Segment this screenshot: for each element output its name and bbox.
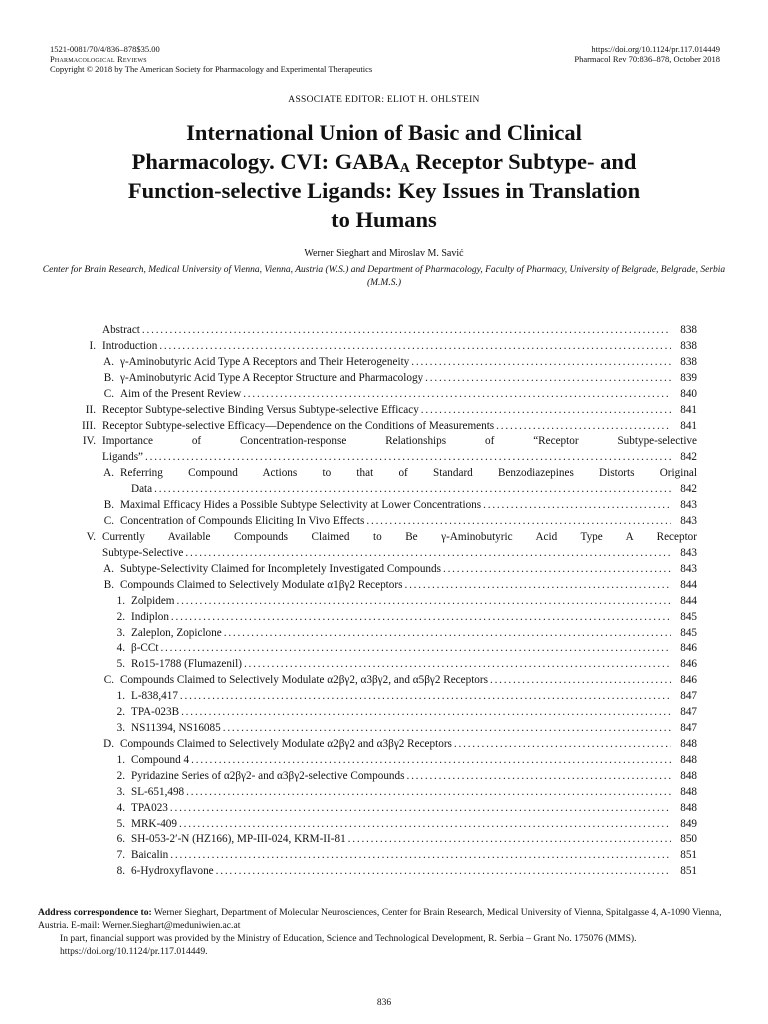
toc-leader-dots: [423, 371, 671, 387]
toc-entry-title: Data: [131, 483, 153, 496]
toc-leader-dots: [157, 339, 671, 355]
toc-leader-dots: [241, 387, 671, 403]
toc-entry-title: Referring Compound Actions to that of Standard Benzodiazepines Distorts Original: [120, 467, 697, 480]
toc-leader-dots: [143, 450, 671, 466]
toc-entry-page: 841: [680, 403, 697, 416]
toc-entry-page: 850: [680, 833, 697, 846]
toc-leader-dots: [152, 482, 671, 498]
journal-name: Pharmacological Reviews: [50, 54, 147, 64]
toc-entry[interactable]: [70, 562, 697, 578]
toc-entry[interactable]: [70, 482, 697, 498]
toc-entry-title: Receptor Subtype-selective Binding Versus Subtype-selective Efficacy: [102, 403, 419, 416]
toc-entry-number: 5.: [116, 817, 125, 830]
toc-entry-title: Compounds Claimed to Selectively Modulate α2βγ2 and α3βγ2 Receptors: [120, 737, 452, 750]
toc-entry-number: 5.: [116, 658, 125, 671]
toc-entry-number: 4.: [116, 642, 125, 655]
toc-entry-title: β-CCt: [131, 642, 159, 655]
toc-leader-dots: [169, 610, 671, 626]
toc-entry-title: Zolpidem: [131, 594, 175, 607]
toc-entry-number: 1.: [116, 594, 125, 607]
toc-entry-page: 848: [680, 801, 697, 814]
toc-entry[interactable]: [70, 769, 697, 785]
toc-entry-number: 2.: [116, 706, 125, 719]
toc-entry-page: 847: [680, 706, 697, 719]
toc-entry-number: 3.: [116, 785, 125, 798]
toc-entry-number: B.: [103, 499, 114, 512]
toc-leader-dots: [178, 689, 671, 705]
toc-entry[interactable]: [70, 530, 697, 546]
toc-leader-dots: [404, 769, 671, 785]
associate-editor: ASSOCIATE EDITOR: ELIOT H. OHLSTEIN: [288, 95, 480, 105]
toc-entry-title: γ-Aminobutyric Acid Type A Receptors and Their Heterogeneity: [120, 355, 410, 368]
toc-entry-title: Introduction: [102, 339, 158, 352]
toc-entry-page: 846: [680, 658, 697, 671]
toc-entry-number: 1.: [116, 690, 125, 703]
footnote: [38, 906, 730, 958]
toc-entry-title: Maximal Efficacy Hides a Possible Subtype Selectivity at Lower Concentrations: [120, 499, 482, 512]
toc-leader-dots: [175, 594, 672, 610]
toc-entry[interactable]: [70, 371, 697, 387]
table-of-contents: [70, 323, 697, 880]
toc-entry[interactable]: [70, 323, 697, 339]
toc-entry-page: 848: [680, 769, 697, 782]
toc-entry-page: 841: [680, 419, 697, 432]
toc-entry[interactable]: [70, 498, 697, 514]
toc-entry-title: Abstract: [102, 323, 140, 336]
toc-entry-number: I.: [89, 339, 96, 352]
toc-entry-page: 845: [680, 610, 697, 623]
toc-leader-dots: [168, 848, 671, 864]
title-subscript: A: [399, 161, 410, 176]
toc-entry-page: 846: [680, 642, 697, 655]
toc-entry-number: A.: [103, 467, 114, 480]
toc-entry[interactable]: [70, 753, 697, 769]
toc-entry-number: 1.: [116, 753, 125, 766]
toc-entry-title: L-838,417: [131, 690, 178, 703]
toc-entry[interactable]: [70, 610, 697, 626]
toc-entry-title: 6-Hydroxyflavone: [131, 865, 214, 878]
toc-entry-number: C.: [103, 674, 114, 687]
toc-entry-title: Compounds Claimed to Selectively Modulate α2βγ2, α3βγ2, and α5βγ2 Receptors: [120, 674, 488, 687]
toc-entry[interactable]: [70, 848, 697, 864]
article-title: [40, 118, 728, 234]
toc-entry-number: 4.: [116, 801, 125, 814]
toc-entry[interactable]: [70, 673, 697, 689]
toc-entry-page: 842: [680, 451, 697, 464]
toc-entry-page: 844: [680, 578, 697, 591]
page-number: 836: [376, 998, 392, 1008]
toc-leader-dots: [452, 737, 671, 753]
toc-entry-page: 842: [680, 483, 697, 496]
toc-entry-page: 846: [680, 674, 697, 687]
toc-entry[interactable]: [70, 833, 697, 849]
title-line-2-pre: Pharmacology. CVI: GABA: [131, 149, 400, 174]
toc-entry[interactable]: [70, 801, 697, 817]
toc-entry[interactable]: [70, 578, 697, 594]
journal-header-left: [50, 44, 372, 74]
toc-entry-title: Compounds Claimed to Selectively Modulate α1βγ2 Receptors: [120, 578, 403, 591]
toc-entry-title: γ-Aminobutyric Acid Type A Receptor Structure and Pharmacology: [120, 371, 424, 384]
toc-entry[interactable]: [70, 355, 697, 371]
toc-entry[interactable]: [70, 434, 697, 450]
toc-entry-title: Aim of the Present Review: [120, 387, 242, 400]
toc-entry-title: Compound 4: [131, 753, 190, 766]
toc-entry-number: B.: [103, 371, 114, 384]
toc-leader-dots: [158, 641, 671, 657]
toc-leader-dots: [189, 753, 671, 769]
toc-entry-title: SL-651,498: [131, 785, 185, 798]
toc-entry-number: 2.: [116, 610, 125, 623]
toc-entry-number: 7.: [116, 849, 125, 862]
toc-entry-page: 843: [680, 515, 697, 528]
toc-entry-title: Concentration of Compounds Eliciting In Vivo Effects: [120, 515, 365, 528]
toc-leader-dots: [242, 657, 671, 673]
footnote-correspondence: Werner Sieghart, Department of Molecular Neurosciences, Center for Brain Research, Medical University of Vienna, Spitalgasse 4, A-1090 Vienna, Austria. E-mail: Werner.Sieghart@meduniwien.ac.at: [38, 907, 722, 931]
affiliation: Center for Brain Research, Medical University of Vienna, Vienna, Austria (W.S.) and Department of Pharmacology, Faculty of Pharmacy, University of Belgrade, Belgrade, Serbia (M.M.S.): [42, 265, 726, 288]
toc-leader-dots: [402, 578, 671, 594]
toc-entry-title: MRK-409: [131, 817, 177, 830]
toc-entry[interactable]: [70, 387, 697, 403]
toc-entry[interactable]: [70, 641, 697, 657]
toc-entry-page: 843: [680, 562, 697, 575]
toc-entry-page: 843: [680, 546, 697, 559]
toc-entry-number: 3.: [116, 626, 125, 639]
toc-leader-dots: [183, 546, 671, 562]
toc-entry-number: C.: [103, 387, 114, 400]
toc-leader-dots: [168, 801, 671, 817]
toc-entry[interactable]: [70, 626, 697, 642]
toc-entry[interactable]: [70, 546, 697, 562]
toc-entry-page: 848: [680, 737, 697, 750]
toc-entry[interactable]: [70, 705, 697, 721]
toc-entry[interactable]: [70, 864, 697, 880]
toc-entry-title: Receptor Subtype-selective Efficacy—Dependence on the Conditions of Measurements: [102, 419, 495, 432]
citation-line: Pharmacol Rev 70:836–878, October 2018: [574, 54, 720, 64]
toc-entry[interactable]: [70, 657, 697, 673]
title-line-1: International Union of Basic and Clinical: [186, 120, 582, 145]
toc-leader-dots: [177, 817, 671, 833]
toc-entry-title: Importance of Concentration-response Relationships of “Receptor Subtype-selective: [102, 435, 697, 448]
toc-entry-page: 843: [680, 499, 697, 512]
toc-entry-number: C.: [103, 515, 114, 528]
toc-entry-title: Ro15-1788 (Flumazenil): [131, 658, 242, 671]
toc-entry-number: V.: [86, 530, 96, 543]
doi-link[interactable]: https://doi.org/10.1124/pr.117.014449: [591, 44, 720, 54]
toc-entry-number: 6.: [116, 833, 125, 846]
toc-entry-number: 2.: [116, 769, 125, 782]
toc-entry-title: Subtype-Selective: [102, 546, 184, 559]
toc-leader-dots: [488, 673, 671, 689]
toc-entry-page: 848: [680, 785, 697, 798]
toc-entry[interactable]: [70, 466, 697, 482]
toc-entry-title: SH-053-2′-N (HZ166), MP-III-024, KRM-II-81: [131, 833, 346, 846]
toc-entry-page: 851: [680, 865, 697, 878]
toc-leader-dots: [419, 403, 671, 419]
toc-entry-page: 838: [680, 339, 697, 352]
toc-entry[interactable]: [70, 419, 697, 435]
toc-entry-title: Zaleplon, Zopiclone: [131, 626, 222, 639]
toc-leader-dots: [441, 562, 671, 578]
toc-leader-dots: [214, 864, 671, 880]
toc-leader-dots: [364, 514, 671, 530]
title-line-3: Function-selective Ligands: Key Issues in Translation: [127, 178, 641, 203]
toc-entry-number: B.: [103, 578, 114, 591]
footnote-doi[interactable]: https://doi.org/10.1124/pr.117.014449.: [60, 946, 208, 957]
toc-leader-dots: [140, 323, 671, 339]
toc-entry-page: 849: [680, 817, 697, 830]
toc-entry-number: III.: [82, 419, 96, 432]
toc-entry[interactable]: [70, 817, 697, 833]
toc-entry-number: D.: [103, 737, 114, 750]
toc-entry-number: 3.: [116, 722, 125, 735]
toc-leader-dots: [222, 626, 671, 642]
toc-entry-page: 838: [680, 355, 697, 368]
toc-entry-number: 8.: [116, 865, 125, 878]
toc-leader-dots: [346, 833, 671, 849]
toc-leader-dots: [221, 721, 671, 737]
toc-entry-title: Currently Available Compounds Claimed to Be γ-Aminobutyric Acid Type A Receptor: [102, 530, 697, 543]
toc-entry-page: 844: [680, 594, 697, 607]
toc-entry-number: A.: [103, 562, 114, 575]
toc-entry[interactable]: [70, 737, 697, 753]
toc-entry-title: NS11394, NS16085: [131, 722, 221, 735]
toc-entry-title: Subtype-Selectivity Claimed for Incompletely Investigated Compounds: [120, 562, 441, 575]
toc-leader-dots: [179, 705, 671, 721]
toc-leader-dots: [494, 419, 671, 435]
toc-entry-title: Baicalin: [131, 849, 169, 862]
toc-leader-dots: [184, 785, 671, 801]
toc-entry-page: 845: [680, 626, 697, 639]
footnote-funding: In part, financial support was provided by the Ministry of Education, Science and Technological Development, R. Serbia – Grant No. 175076 (MMS).: [60, 933, 637, 944]
toc-entry-page: 840: [680, 387, 697, 400]
toc-entry-title: TPA-023B: [131, 706, 180, 719]
toc-entry[interactable]: [70, 339, 697, 355]
toc-entry[interactable]: [70, 721, 697, 737]
toc-entry-page: 839: [680, 371, 697, 384]
toc-leader-dots: [481, 498, 671, 514]
toc-entry-page: 848: [680, 753, 697, 766]
toc-entry[interactable]: [70, 594, 697, 610]
toc-entry[interactable]: [70, 689, 697, 705]
footnote-label: Address correspondence to:: [38, 907, 152, 918]
toc-entry[interactable]: [70, 514, 697, 530]
authors: Werner Sieghart and Miroslav M. Savić: [304, 248, 464, 259]
toc-entry[interactable]: [70, 785, 697, 801]
journal-header-right: [574, 44, 720, 64]
toc-entry-page: 838: [680, 323, 697, 336]
title-line-2-post: Receptor Subtype- and: [409, 149, 637, 174]
toc-entry-page: 847: [680, 722, 697, 735]
toc-entry-number: II.: [85, 403, 96, 416]
toc-entry-title: Indiplon: [131, 610, 169, 623]
toc-entry-page: 851: [680, 849, 697, 862]
toc-entry-title: Ligands”: [102, 451, 144, 464]
toc-entry-number: A.: [103, 355, 114, 368]
toc-entry-title: Pyridazine Series of α2βγ2- and α3βγ2-selective Compounds: [131, 769, 405, 782]
issn-line: 1521-0081/70/4/836–878$35.00: [50, 44, 160, 54]
title-line-4: to Humans: [331, 207, 437, 232]
toc-entry[interactable]: [70, 450, 697, 466]
copyright-line: Copyright © 2018 by The American Society for Pharmacology and Experimental Therapeutics: [50, 64, 373, 74]
toc-entry-number: IV.: [82, 435, 96, 448]
toc-entry-title: TPA023: [131, 801, 168, 814]
toc-entry[interactable]: [70, 403, 697, 419]
toc-leader-dots: [409, 355, 671, 371]
toc-entry-page: 847: [680, 690, 697, 703]
